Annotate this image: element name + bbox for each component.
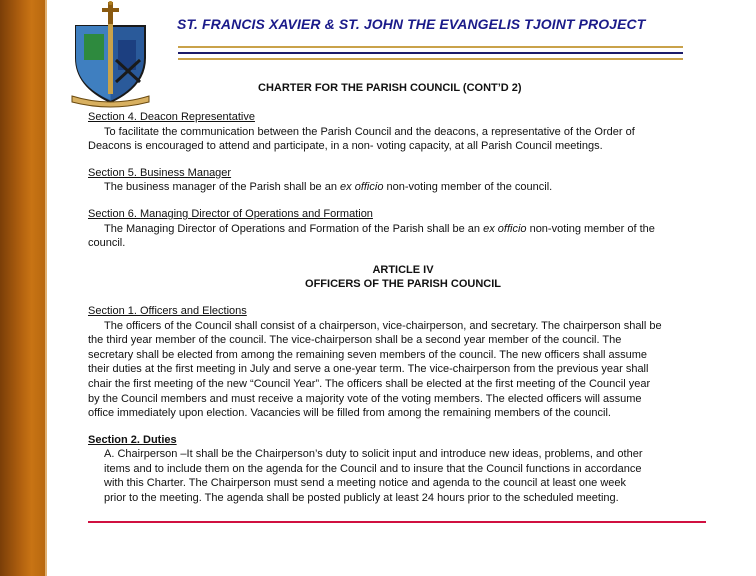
paragraph-line: with this Charter. The Chairperson must send a meeting notice and agenda to the council at least one week xyxy=(104,477,626,490)
text-fragment: non-voting member of the xyxy=(526,222,655,235)
section-managing-director xyxy=(88,207,718,251)
paragraph-line: To facilitate the communication between the Parish Council and the deacons, a representative of the Order of xyxy=(104,125,635,138)
charter-title: CHARTER FOR THE PARISH COUNCIL (CONT’D 2) xyxy=(258,82,522,94)
paragraph-line: secretary shall be elected from among the remaining seven members of the council. The new officers shall assume xyxy=(88,348,648,361)
header-rule-gold-2 xyxy=(178,58,683,60)
section-heading: Section 1. Officers and Elections xyxy=(88,304,247,317)
ex-officio-emphasis: ex officio xyxy=(340,181,384,194)
section-officers-and-elections xyxy=(88,304,718,421)
text-fragment: non-voting member of the council. xyxy=(383,181,553,194)
duty-item-chairperson xyxy=(88,447,718,505)
section-duties xyxy=(88,433,718,506)
left-sidebar-band xyxy=(0,0,45,576)
parish-crest-icon xyxy=(64,0,156,110)
text-fragment: The Managing Director of Operations and Formation of the Parish shall be an xyxy=(104,222,484,235)
header-title: ST. FRANCIS XAVIER & ST. JOHN THE EVANGELIS TJOINT PROJECT xyxy=(177,16,646,32)
paragraph-line: office immediately upon election. Vacancies will be filled from among the remaining members of the council. xyxy=(88,407,611,420)
paragraph-line: the third year member of the council. The vice-chairperson shall be a second year member of the council. The xyxy=(88,334,622,347)
ex-officio-emphasis: ex officio xyxy=(483,222,527,235)
paragraph-line: chair the first meeting of the new “Council Year”. The officers shall be elected at the first meeting of the Council year xyxy=(88,377,651,390)
paragraph-line: by the Council members and must receive a majority vote of the voting members. The elected officers will assume xyxy=(88,392,642,405)
sidebar-edge-line xyxy=(45,0,47,576)
section-heading: Section 6. Managing Director of Operations and Formation xyxy=(88,207,373,220)
text-fragment: The business manager of the Parish shall be an xyxy=(104,181,341,194)
section-heading: Section 2. Duties xyxy=(88,433,177,446)
paragraph-line: prior to the meeting. The agenda shall be posted publicly at least 24 hours prior to the scheduled meeting. xyxy=(104,492,619,505)
paragraph-line: A. Chairperson –It shall be the Chairperson’s duty to solicit input and introduce new ideas, problems, and other xyxy=(104,448,643,461)
article-number: ARTICLE IV xyxy=(372,263,434,276)
section-deacon-representative xyxy=(88,110,718,154)
footer-accent-rule xyxy=(88,521,706,523)
section-business-manager xyxy=(88,166,718,195)
paragraph-line xyxy=(88,222,718,237)
section-heading: Section 4. Deacon Representative xyxy=(88,111,255,123)
document-body xyxy=(88,110,718,518)
article-title: OFFICERS OF THE PARISH COUNCIL xyxy=(305,278,501,291)
paragraph-line: items and to include them on the agenda for the Council and to insure that the Council functions in accordance xyxy=(104,462,642,475)
section-heading: Section 5. Business Manager xyxy=(88,166,232,179)
article-heading xyxy=(88,263,718,292)
header-rule-gold-1 xyxy=(178,46,683,48)
header-rule-navy xyxy=(178,52,683,54)
paragraph-line: Deacons is encouraged to attend and participate, in a non- voting capacity, at all Parish Council meetings. xyxy=(88,140,603,153)
paragraph-line: their duties at the first meeting in July and serve a one-year term. The vice-chairperson from the previous year shall xyxy=(88,363,649,376)
paragraph-line: council. xyxy=(88,237,126,250)
paragraph-line xyxy=(88,180,718,195)
paragraph-line: The officers of the Council shall consist of a chairperson, vice-chairperson, and secretary. The chairperson shall be xyxy=(104,319,662,332)
